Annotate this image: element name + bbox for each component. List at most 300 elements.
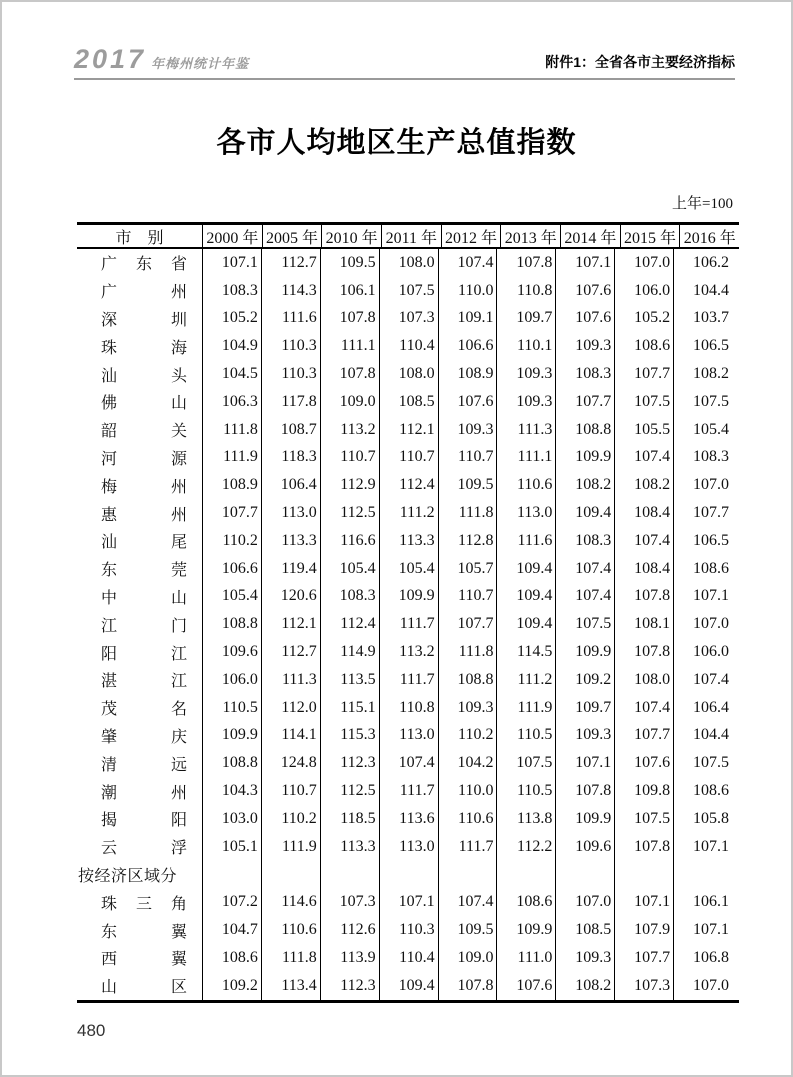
value-cell: 111.8 [202, 416, 261, 444]
value-cell: 105.4 [320, 555, 379, 583]
table-row [77, 249, 739, 277]
value-cell: 107.7 [438, 610, 497, 638]
value-cell: 112.7 [261, 638, 320, 666]
table-row [77, 972, 739, 1000]
city-name: 河 源 [101, 450, 187, 468]
value-cell: 113.3 [379, 527, 438, 555]
value-cell: 108.8 [555, 416, 614, 444]
value-cell: 111.7 [379, 777, 438, 805]
row-label-cell [77, 916, 202, 944]
value-cell: 106.4 [673, 694, 739, 722]
value-cell: 106.4 [261, 471, 320, 499]
value-cell: 107.7 [202, 499, 261, 527]
value-cell: 106.2 [673, 249, 739, 277]
value-cell: 105.5 [614, 416, 673, 444]
table-row [77, 416, 739, 444]
value-cell: 107.8 [555, 777, 614, 805]
value-cell: 106.8 [673, 944, 739, 972]
value-cell: 107.6 [614, 749, 673, 777]
value-cell: 112.1 [379, 416, 438, 444]
value-cell: 111.7 [379, 610, 438, 638]
column-header-year: 2011 年 [381, 225, 441, 247]
row-label-cell [77, 416, 202, 444]
row-label-cell [77, 305, 202, 333]
value-cell: 110.7 [261, 777, 320, 805]
value-cell: 107.0 [673, 471, 739, 499]
value-cell [202, 861, 261, 889]
value-cell: 110.4 [379, 332, 438, 360]
value-cell: 107.6 [555, 277, 614, 305]
row-label-cell [77, 944, 202, 972]
value-cell: 112.6 [320, 916, 379, 944]
value-cell: 114.9 [320, 638, 379, 666]
value-cell: 107.8 [614, 833, 673, 861]
value-cell: 108.2 [614, 471, 673, 499]
value-cell: 114.6 [261, 888, 320, 916]
value-cell: 105.2 [202, 305, 261, 333]
value-cell: 113.8 [496, 805, 555, 833]
value-cell: 106.0 [614, 277, 673, 305]
value-cell: 104.4 [673, 277, 739, 305]
value-cell: 109.0 [320, 388, 379, 416]
column-header-year: 2010 年 [321, 225, 381, 247]
value-cell: 108.2 [555, 972, 614, 1000]
value-cell: 108.6 [673, 555, 739, 583]
city-name: 揭 阳 [101, 812, 187, 830]
page-number: 480 [77, 1021, 106, 1040]
value-cell: 107.6 [555, 305, 614, 333]
row-label-cell [77, 861, 202, 889]
value-cell: 112.5 [320, 499, 379, 527]
row-label-cell [77, 332, 202, 360]
value-cell: 107.4 [438, 888, 497, 916]
table-row [77, 833, 739, 861]
value-cell: 108.6 [673, 777, 739, 805]
city-name: 阳 江 [101, 645, 187, 663]
logo-year-text: 2017 [74, 44, 147, 74]
value-cell: 108.6 [496, 888, 555, 916]
value-cell: 111.3 [261, 666, 320, 694]
value-cell: 113.0 [379, 833, 438, 861]
value-cell: 107.1 [555, 249, 614, 277]
value-cell: 109.4 [555, 499, 614, 527]
value-cell: 109.4 [379, 972, 438, 1000]
value-cell: 108.5 [379, 388, 438, 416]
value-cell: 113.4 [261, 972, 320, 1000]
value-cell: 108.4 [614, 499, 673, 527]
city-name: 西 翼 [101, 951, 187, 969]
value-cell: 105.4 [202, 583, 261, 611]
value-cell: 111.8 [438, 638, 497, 666]
value-cell: 108.4 [614, 555, 673, 583]
value-cell: 107.8 [614, 638, 673, 666]
city-name: 深 圳 [101, 311, 187, 329]
value-cell: 113.2 [379, 638, 438, 666]
value-cell: 105.1 [202, 833, 261, 861]
row-label-cell [77, 666, 202, 694]
value-cell: 107.3 [320, 888, 379, 916]
value-cell: 108.3 [202, 277, 261, 305]
value-cell: 108.2 [555, 471, 614, 499]
value-cell: 104.4 [673, 722, 739, 750]
value-cell: 107.8 [320, 305, 379, 333]
value-cell: 117.8 [261, 388, 320, 416]
row-label-cell [77, 527, 202, 555]
value-cell: 110.7 [320, 444, 379, 472]
unit-note: 上年=100 [672, 196, 733, 212]
value-cell: 112.3 [320, 972, 379, 1000]
value-cell: 109.3 [496, 388, 555, 416]
value-cell: 104.9 [202, 332, 261, 360]
value-cell: 107.8 [438, 972, 497, 1000]
value-cell: 108.7 [261, 416, 320, 444]
column-header-year: 2012 年 [441, 225, 501, 247]
value-cell: 107.0 [673, 972, 739, 1000]
value-cell: 107.5 [379, 277, 438, 305]
value-cell: 109.7 [555, 694, 614, 722]
value-cell: 111.8 [438, 499, 497, 527]
value-cell: 109.7 [496, 305, 555, 333]
value-cell: 107.7 [614, 722, 673, 750]
column-header-year: 2013 年 [500, 225, 560, 247]
value-cell: 111.8 [261, 944, 320, 972]
city-name: 珠 海 [101, 339, 187, 357]
value-cell: 113.5 [320, 666, 379, 694]
row-label-cell [77, 694, 202, 722]
value-cell: 110.4 [379, 944, 438, 972]
value-cell: 107.4 [438, 249, 497, 277]
value-cell: 108.3 [320, 583, 379, 611]
city-name: 山 区 [101, 979, 187, 997]
value-cell: 113.6 [379, 805, 438, 833]
value-cell: 107.1 [555, 749, 614, 777]
value-cell [438, 861, 497, 889]
value-cell: 110.7 [438, 583, 497, 611]
value-cell: 112.4 [379, 471, 438, 499]
value-cell: 111.2 [496, 666, 555, 694]
value-cell: 120.6 [261, 583, 320, 611]
value-cell: 110.2 [202, 527, 261, 555]
value-cell: 110.6 [261, 916, 320, 944]
value-cell: 108.9 [202, 471, 261, 499]
city-name: 茂 名 [101, 701, 187, 719]
value-cell: 108.8 [438, 666, 497, 694]
value-cell: 111.3 [496, 416, 555, 444]
column-header-year: 2016 年 [679, 225, 739, 247]
value-cell: 107.1 [202, 249, 261, 277]
value-cell: 112.2 [496, 833, 555, 861]
table-row [77, 277, 739, 305]
value-cell: 105.7 [438, 555, 497, 583]
value-cell: 107.0 [614, 249, 673, 277]
city-name: 清 远 [101, 756, 187, 774]
value-cell: 106.0 [673, 638, 739, 666]
value-cell: 104.7 [202, 916, 261, 944]
value-cell: 108.6 [202, 944, 261, 972]
value-cell: 118.3 [261, 444, 320, 472]
row-label-cell [77, 777, 202, 805]
value-cell [496, 861, 555, 889]
value-cell: 109.3 [555, 332, 614, 360]
table-row [77, 388, 739, 416]
value-cell: 110.5 [496, 777, 555, 805]
value-cell: 108.0 [379, 360, 438, 388]
value-cell [673, 861, 739, 889]
value-cell: 109.0 [438, 944, 497, 972]
value-cell: 113.9 [320, 944, 379, 972]
value-cell [320, 861, 379, 889]
table-row [77, 638, 739, 666]
value-cell [379, 861, 438, 889]
value-cell: 108.0 [614, 666, 673, 694]
value-cell: 107.1 [673, 583, 739, 611]
value-cell: 110.0 [438, 277, 497, 305]
value-cell: 107.4 [614, 527, 673, 555]
statistics-table [77, 222, 739, 1003]
row-label-cell [77, 610, 202, 638]
value-cell: 109.3 [496, 360, 555, 388]
city-name: 东 莞 [101, 562, 187, 580]
city-name: 潮 州 [101, 784, 187, 802]
value-cell: 110.6 [496, 471, 555, 499]
value-cell: 107.4 [614, 694, 673, 722]
value-cell: 114.3 [261, 277, 320, 305]
table-row [77, 555, 739, 583]
value-cell: 109.9 [496, 916, 555, 944]
city-name: 珠 三 角 [101, 895, 187, 913]
value-cell: 107.9 [614, 916, 673, 944]
value-cell: 106.6 [202, 555, 261, 583]
table-row [77, 722, 739, 750]
row-label-cell [77, 249, 202, 277]
value-cell: 107.1 [614, 888, 673, 916]
value-cell: 105.4 [379, 555, 438, 583]
value-cell: 111.9 [496, 694, 555, 722]
value-cell: 114.1 [261, 722, 320, 750]
value-cell: 119.4 [261, 555, 320, 583]
column-header-city: 市 别 [115, 229, 164, 247]
value-cell: 107.7 [614, 360, 673, 388]
value-cell: 105.2 [614, 305, 673, 333]
column-header-year: 2000 年 [202, 225, 262, 247]
value-cell: 108.2 [673, 360, 739, 388]
row-label-cell [77, 638, 202, 666]
value-cell: 109.1 [438, 305, 497, 333]
value-cell: 110.5 [202, 694, 261, 722]
value-cell: 103.0 [202, 805, 261, 833]
row-label-cell [77, 583, 202, 611]
value-cell: 110.7 [438, 444, 497, 472]
value-cell: 111.0 [496, 944, 555, 972]
table-row [77, 777, 739, 805]
value-cell: 116.6 [320, 527, 379, 555]
value-cell: 109.5 [438, 471, 497, 499]
value-cell: 111.6 [496, 527, 555, 555]
value-cell: 106.6 [438, 332, 497, 360]
value-cell [614, 861, 673, 889]
value-cell: 106.5 [673, 527, 739, 555]
value-cell: 109.3 [438, 416, 497, 444]
row-label-cell [77, 833, 202, 861]
value-cell: 110.7 [379, 444, 438, 472]
value-cell: 108.3 [555, 360, 614, 388]
value-cell: 109.9 [555, 805, 614, 833]
logo-suffix-text: 年梅州统计年鉴 [151, 56, 250, 71]
value-cell: 110.6 [438, 805, 497, 833]
value-cell: 112.1 [261, 610, 320, 638]
value-cell: 110.8 [496, 277, 555, 305]
value-cell: 110.0 [438, 777, 497, 805]
value-cell: 115.3 [320, 722, 379, 750]
value-cell: 108.8 [202, 610, 261, 638]
row-label-cell [77, 388, 202, 416]
table-row [77, 888, 739, 916]
value-cell: 107.4 [379, 749, 438, 777]
table-row [77, 332, 739, 360]
value-cell: 108.1 [614, 610, 673, 638]
city-name: 梅 州 [101, 478, 187, 496]
table-row [77, 444, 739, 472]
running-header [74, 46, 735, 80]
column-header-year: 2014 年 [560, 225, 620, 247]
yearbook-logo [74, 44, 250, 74]
value-cell: 107.5 [614, 805, 673, 833]
value-cell: 110.2 [261, 805, 320, 833]
page-title: 各市人均地区生产总值指数 [216, 127, 577, 159]
value-cell: 109.6 [202, 638, 261, 666]
value-cell: 118.5 [320, 805, 379, 833]
city-name: 广 州 [101, 284, 187, 302]
table-row [77, 471, 739, 499]
value-cell: 113.3 [320, 833, 379, 861]
value-cell: 110.2 [438, 722, 497, 750]
section-label: 按经济区域分 [78, 867, 178, 885]
city-name: 云 浮 [101, 840, 187, 858]
value-cell: 108.5 [555, 916, 614, 944]
value-cell: 112.8 [438, 527, 497, 555]
value-cell: 111.1 [320, 332, 379, 360]
value-cell: 107.4 [614, 444, 673, 472]
city-name: 湛 江 [101, 673, 187, 691]
column-header-year: 2005 年 [262, 225, 322, 247]
value-cell: 109.8 [614, 777, 673, 805]
value-cell: 105.4 [673, 416, 739, 444]
city-name: 佛 山 [101, 395, 187, 413]
city-name: 韶 关 [101, 423, 187, 441]
value-cell: 113.3 [261, 527, 320, 555]
table-row [77, 805, 739, 833]
value-cell: 109.3 [555, 944, 614, 972]
value-cell: 107.0 [555, 888, 614, 916]
value-cell: 109.9 [202, 722, 261, 750]
table-row [77, 666, 739, 694]
value-cell: 113.2 [320, 416, 379, 444]
city-name: 中 山 [101, 589, 187, 607]
column-header-year: 2015 年 [620, 225, 680, 247]
value-cell: 109.9 [379, 583, 438, 611]
value-cell: 110.5 [496, 722, 555, 750]
value-cell: 112.3 [320, 749, 379, 777]
row-label-cell [77, 499, 202, 527]
value-cell: 107.4 [555, 555, 614, 583]
table-row [77, 305, 739, 333]
table-row [77, 527, 739, 555]
row-label-cell [77, 360, 202, 388]
value-cell: 109.2 [555, 666, 614, 694]
city-name: 汕 尾 [101, 534, 187, 552]
attachment-label: 附件1：全省各市主要经济指标 [545, 54, 735, 70]
row-label-cell [77, 471, 202, 499]
value-cell: 108.6 [614, 332, 673, 360]
value-cell: 112.0 [261, 694, 320, 722]
value-cell: 105.8 [673, 805, 739, 833]
value-cell: 107.2 [202, 888, 261, 916]
row-label-cell [77, 972, 202, 1000]
value-cell: 107.6 [496, 972, 555, 1000]
value-cell: 106.5 [673, 332, 739, 360]
row-label-cell [77, 888, 202, 916]
table-row [77, 583, 739, 611]
value-cell: 107.5 [614, 388, 673, 416]
value-cell: 107.4 [555, 583, 614, 611]
value-cell: 112.9 [320, 471, 379, 499]
table-body [77, 249, 739, 1003]
value-cell: 111.9 [261, 833, 320, 861]
value-cell: 107.6 [438, 388, 497, 416]
value-cell: 107.7 [614, 944, 673, 972]
value-cell: 113.0 [496, 499, 555, 527]
value-cell: 109.4 [496, 610, 555, 638]
value-cell: 114.5 [496, 638, 555, 666]
value-cell: 109.3 [555, 722, 614, 750]
value-cell: 108.8 [202, 749, 261, 777]
table-header-row [77, 222, 739, 249]
value-cell: 124.8 [261, 749, 320, 777]
table-row [77, 916, 739, 944]
value-cell: 104.5 [202, 360, 261, 388]
value-cell: 107.3 [379, 305, 438, 333]
value-cell: 113.0 [379, 722, 438, 750]
value-cell [261, 861, 320, 889]
table-row [77, 610, 739, 638]
value-cell: 110.8 [379, 694, 438, 722]
row-label-cell [77, 277, 202, 305]
value-cell: 107.1 [379, 888, 438, 916]
value-cell: 111.2 [379, 499, 438, 527]
value-cell: 104.2 [438, 749, 497, 777]
value-cell: 110.1 [496, 332, 555, 360]
value-cell: 106.0 [202, 666, 261, 694]
city-name: 江 门 [101, 617, 187, 635]
value-cell: 112.5 [320, 777, 379, 805]
value-cell: 109.2 [202, 972, 261, 1000]
value-cell: 107.8 [496, 249, 555, 277]
value-cell: 112.4 [320, 610, 379, 638]
value-cell: 107.7 [555, 388, 614, 416]
value-cell: 106.1 [320, 277, 379, 305]
value-cell: 111.1 [496, 444, 555, 472]
value-cell: 111.7 [379, 666, 438, 694]
city-name: 汕 头 [101, 367, 187, 385]
value-cell: 106.1 [673, 888, 739, 916]
city-name: 惠 州 [101, 506, 187, 524]
value-cell: 109.9 [555, 444, 614, 472]
value-cell: 108.9 [438, 360, 497, 388]
value-cell: 111.6 [261, 305, 320, 333]
value-cell: 107.5 [496, 749, 555, 777]
row-label-cell [77, 749, 202, 777]
row-label-cell [77, 722, 202, 750]
